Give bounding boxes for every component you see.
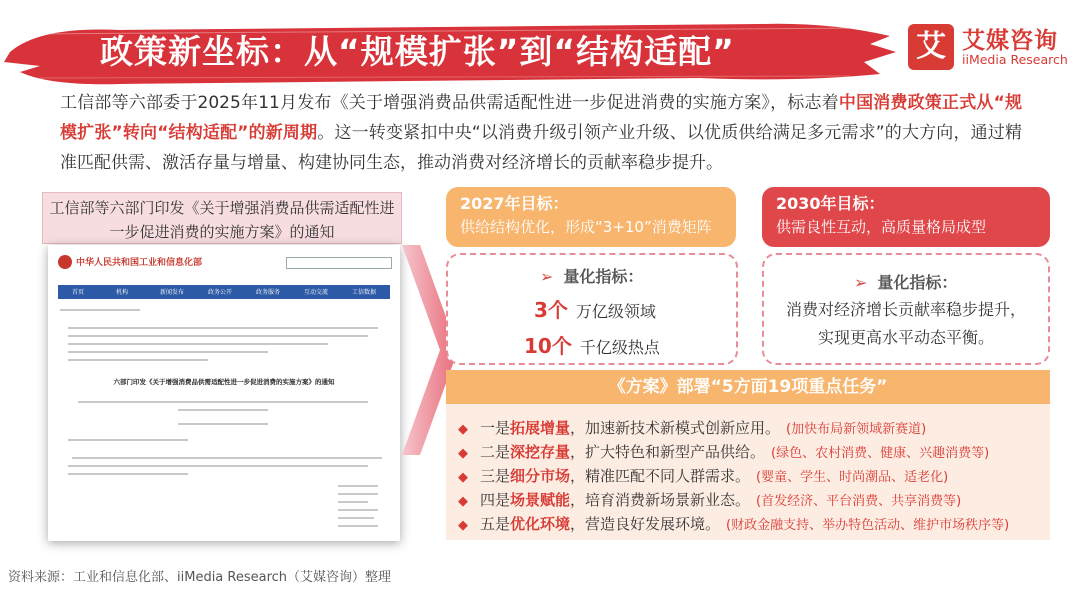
- tasks-list: [446, 404, 1050, 540]
- doc-meta-line: [68, 359, 208, 361]
- intro-text-2: 。这一转变紧扣中央“以消费升级引领产业升级、以优质供给满足多元需求”的大方向，通过精准匹配供需、激活存量与增量、构建协同生态，推动消费对经济增长的贡献率稳步提升。: [60, 123, 1022, 173]
- goal-2030-description: [766, 296, 1046, 352]
- goal-2030-desc-1: 消费对经济增长贡献率稳步提升，: [785, 300, 1026, 319]
- task-note: (婴童、学生、时尚潮品、适老化): [756, 470, 949, 485]
- doc-meta-line: [68, 327, 378, 329]
- doc-nav-item: 工信数据: [352, 289, 377, 296]
- doc-body-line: [178, 409, 268, 411]
- task-text: ，加速新技术新模式创新应用。: [570, 419, 781, 437]
- task-keyword: 深挖存量: [510, 443, 571, 461]
- document-title: 六部门印发《关于增强消费品供需适配性进一步促进消费的实施方案》的通知: [113, 378, 335, 386]
- doc-sign-line: [338, 525, 378, 527]
- goal-2027-header: [446, 187, 736, 247]
- task-text: ，营造良好发展环境。: [570, 515, 721, 533]
- doc-meta-line: [68, 343, 328, 345]
- tasks-header: 《方案》部署“5方面19项重点任务”: [446, 370, 1050, 404]
- doc-nav-item: 机构: [116, 289, 129, 296]
- page-title: 政策新坐标：从“规模扩张”到“结构适配”: [100, 32, 735, 71]
- goal-2027-num-2: 10个: [524, 334, 572, 358]
- goal-2030-metric-text: 量化指标：: [877, 273, 958, 292]
- task-keyword: 优化环境: [510, 515, 571, 533]
- doc-body-line: [178, 423, 268, 425]
- doc-body-line: [68, 439, 188, 441]
- diamond-bullet-icon: ◆: [458, 422, 468, 437]
- doc-nav-item: 政务服务: [256, 289, 281, 296]
- doc-sign-line: [338, 493, 378, 495]
- doc-nav-item: 首页: [72, 289, 85, 296]
- goal-2030-header: [762, 187, 1050, 247]
- doc-sign-line: [338, 509, 378, 511]
- doc-meta-line: [68, 351, 268, 353]
- intro-highlight: 中国消费政策正式从“规模扩张”转向“结构适配”的新周期: [60, 93, 1022, 143]
- diamond-bullet-icon: ◆: [458, 470, 468, 485]
- task-prefix: 二是: [480, 443, 511, 461]
- brand-name-cn: 艾媒咨询: [962, 28, 1058, 54]
- document-header: [48, 245, 400, 283]
- task-keyword: 细分市场: [510, 467, 571, 485]
- brand-logo-icon: 艾: [908, 24, 954, 70]
- task-item: [458, 464, 948, 488]
- task-item: [458, 440, 989, 464]
- task-text: ，精准匹配不同人群需求。: [570, 467, 751, 485]
- doc-meta-line: [68, 335, 368, 337]
- doc-body-line: [72, 457, 382, 459]
- document-org-name: 中华人民共和国工业和信息化部: [76, 258, 203, 268]
- arrow-right-icon: ➢: [854, 273, 868, 292]
- task-prefix: 五是: [480, 515, 511, 533]
- doc-body-line: [68, 465, 368, 467]
- goal-2027-metric-text: 量化指标：: [563, 267, 644, 286]
- document-screenshot: [48, 245, 400, 541]
- task-note: (绿色、农村消费、健康、兴趣消费等): [771, 446, 990, 461]
- national-emblem-icon: [58, 255, 72, 269]
- brand-name-en: iiMedia Research: [962, 52, 1068, 67]
- diamond-bullet-icon: ◆: [458, 446, 468, 461]
- doc-nav-item: 互动交流: [304, 289, 329, 296]
- diamond-bullet-icon: ◆: [458, 494, 468, 509]
- task-note: (财政金融支持、举办特色活动、维护市场秩序等): [726, 518, 1010, 533]
- goal-2027-title: 2027年目标：: [460, 194, 569, 213]
- doc-sign-line: [338, 485, 378, 487]
- task-text: ，扩大特色和新型产品供给。: [570, 443, 766, 461]
- task-keyword: 场景赋能: [510, 491, 571, 509]
- doc-breadcrumb-line: [60, 309, 140, 311]
- task-text: ，培育消费新场景新业态。: [570, 491, 751, 509]
- goal-2030-title: 2030年目标：: [776, 194, 885, 213]
- goal-2027-subtitle: 供给结构优化，形成“3+10”消费矩阵: [460, 218, 712, 236]
- source-note: 资料来源：工业和信息化部、iiMedia Research（艾媒咨询）整理: [8, 570, 392, 585]
- task-prefix: 一是: [480, 419, 511, 437]
- intro-text-1: 工信部等六部委于2025年11月发布《关于增强消费品供需适配性进一步促进消费的实施方案》，标志着: [60, 93, 839, 113]
- goal-2027-line-1: [534, 294, 656, 323]
- goal-2027-metric-label: [540, 264, 643, 287]
- intro-paragraph: [60, 88, 1022, 178]
- task-note: (加快布局新领域新赛道): [786, 422, 927, 437]
- goal-2030-metric-label: [854, 270, 957, 293]
- task-item: [458, 488, 961, 512]
- goal-2030-desc-2: 实现更高水平动态平衡。: [817, 328, 994, 347]
- task-item: [458, 416, 926, 440]
- task-prefix: 四是: [480, 491, 511, 509]
- document-search-box: [286, 257, 392, 269]
- document-caption: 工信部等六部门印发《关于增强消费品供需适配性进一步促进消费的实施方案》的通知: [42, 192, 402, 244]
- doc-body-line: [78, 401, 368, 403]
- goal-2027-num-1: 3个: [534, 298, 568, 322]
- task-keyword: 拓展增量: [510, 419, 571, 437]
- doc-nav-item: 政务公开: [208, 289, 233, 296]
- doc-sign-line: [338, 501, 368, 503]
- arrow-right-icon: ➢: [540, 267, 554, 286]
- task-item: [458, 512, 1009, 536]
- goal-2027-text-2: 千亿级热点: [579, 338, 660, 357]
- doc-sign-line: [338, 517, 374, 519]
- diamond-bullet-icon: ◆: [458, 518, 468, 533]
- doc-nav-item: 新闻发布: [160, 289, 185, 296]
- goal-2030-subtitle: 供需良性互动，高质量格局成型: [776, 218, 987, 236]
- document-nav-bar: [58, 285, 390, 299]
- task-note: (首发经济、平台消费、共享消费等): [756, 494, 962, 509]
- goal-2027-line-2: [524, 330, 660, 359]
- goal-2027-text-1: 万亿级领域: [575, 302, 656, 321]
- doc-body-line: [68, 473, 188, 475]
- task-prefix: 三是: [480, 467, 511, 485]
